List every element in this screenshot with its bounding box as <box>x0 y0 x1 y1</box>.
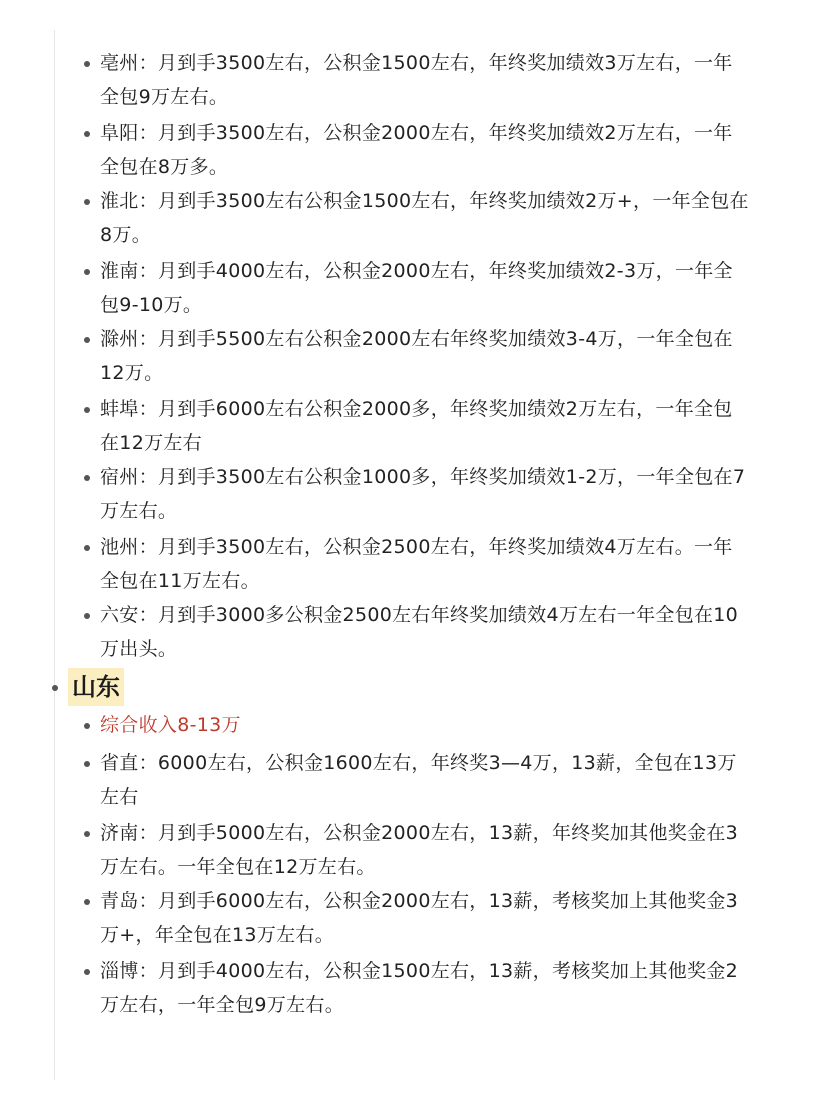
list-item-text: 阜阳：月到手3500左右，公积金2000左右，年终奖加绩效2万左右，一年全包在8万多。 <box>100 122 733 178</box>
list-item-text: 宿州：月到手3500左右公积金1000多，年终奖加绩效1-2万，一年全包在7万左右。 <box>100 466 746 522</box>
bullet-dot <box>84 269 90 275</box>
bullet-dot <box>84 475 90 481</box>
bullet-dot <box>84 545 90 551</box>
list-item-text: 淮北：月到手3500左右公积金1500左右，年终奖加绩效2万+，一年全包在8万。 <box>100 190 749 246</box>
list-item-text: 淄博：月到手4000左右，公积金1500左右，13薪，考核奖加上其他奖金2万左右，一年全包9万左右。 <box>100 960 739 1016</box>
bullet-dot <box>84 969 90 975</box>
list-item-text: 省直：6000左右，公积金1600左右，年终奖3—4万，13薪，全包在13万左右 <box>100 752 737 808</box>
list-item <box>100 954 750 1022</box>
bullet-dot <box>84 899 90 905</box>
list-item-text: 淮南：月到手4000左右，公积金2000左右，年终奖加绩效2-3万，一年全包9-10万。 <box>100 260 733 316</box>
list-item-text: 池州：月到手3500左右，公积金2500左右，年终奖加绩效4万左右。一年全包在11万左右。 <box>100 536 733 592</box>
section-title: 山东 <box>68 668 124 706</box>
list-item-text: 济南：月到手5000左右，公积金2000左右，13薪，年终奖加其他奖金在3万左右。一年全包在12万左右。 <box>100 822 739 878</box>
list-item <box>100 322 750 390</box>
bullet-dot <box>84 131 90 137</box>
list-item <box>100 116 750 184</box>
list-item <box>100 746 750 814</box>
list-item-text: 青岛：月到手6000左右，公积金2000左右，13薪，考核奖加上其他奖金3万+，年全包在13万左右。 <box>100 890 739 946</box>
list-item <box>100 460 750 528</box>
bullet-dot <box>52 685 58 691</box>
list-item <box>100 392 750 460</box>
list-item-text: 六安：月到手3000多公积金2500左右年终奖加绩效4万左右一年全包在10万出头。 <box>100 604 739 660</box>
list-item <box>100 816 750 884</box>
bullet-dot <box>84 831 90 837</box>
bullet-dot <box>84 199 90 205</box>
bullet-dot <box>84 337 90 343</box>
list-item <box>100 46 750 114</box>
list-item <box>100 254 750 322</box>
bullet-dot <box>84 613 90 619</box>
list-item <box>100 184 750 252</box>
list-item <box>100 530 750 598</box>
list-item-text: 亳州：月到手3500左右，公积金1500左右，年终奖加绩效3万左右，一年全包9万左右。 <box>100 52 733 108</box>
list-item-text: 滁州：月到手5500左右公积金2000左右年终奖加绩效3-4万，一年全包在12万。 <box>100 328 733 384</box>
section-heading-shandong <box>68 668 124 706</box>
summary-text: 综合收入8-13万 <box>100 714 241 736</box>
list-item-summary <box>100 708 750 742</box>
bullet-dot <box>84 723 90 729</box>
list-item-text: 蚌埠：月到手6000左右公积金2000多，年终奖加绩效2万左右，一年全包在12万左右 <box>100 398 733 454</box>
bullet-dot <box>84 761 90 767</box>
bullet-dot <box>84 61 90 67</box>
list-item <box>100 884 750 952</box>
list-item <box>100 598 750 666</box>
bullet-dot <box>84 407 90 413</box>
indent-guide-line <box>54 30 55 1080</box>
